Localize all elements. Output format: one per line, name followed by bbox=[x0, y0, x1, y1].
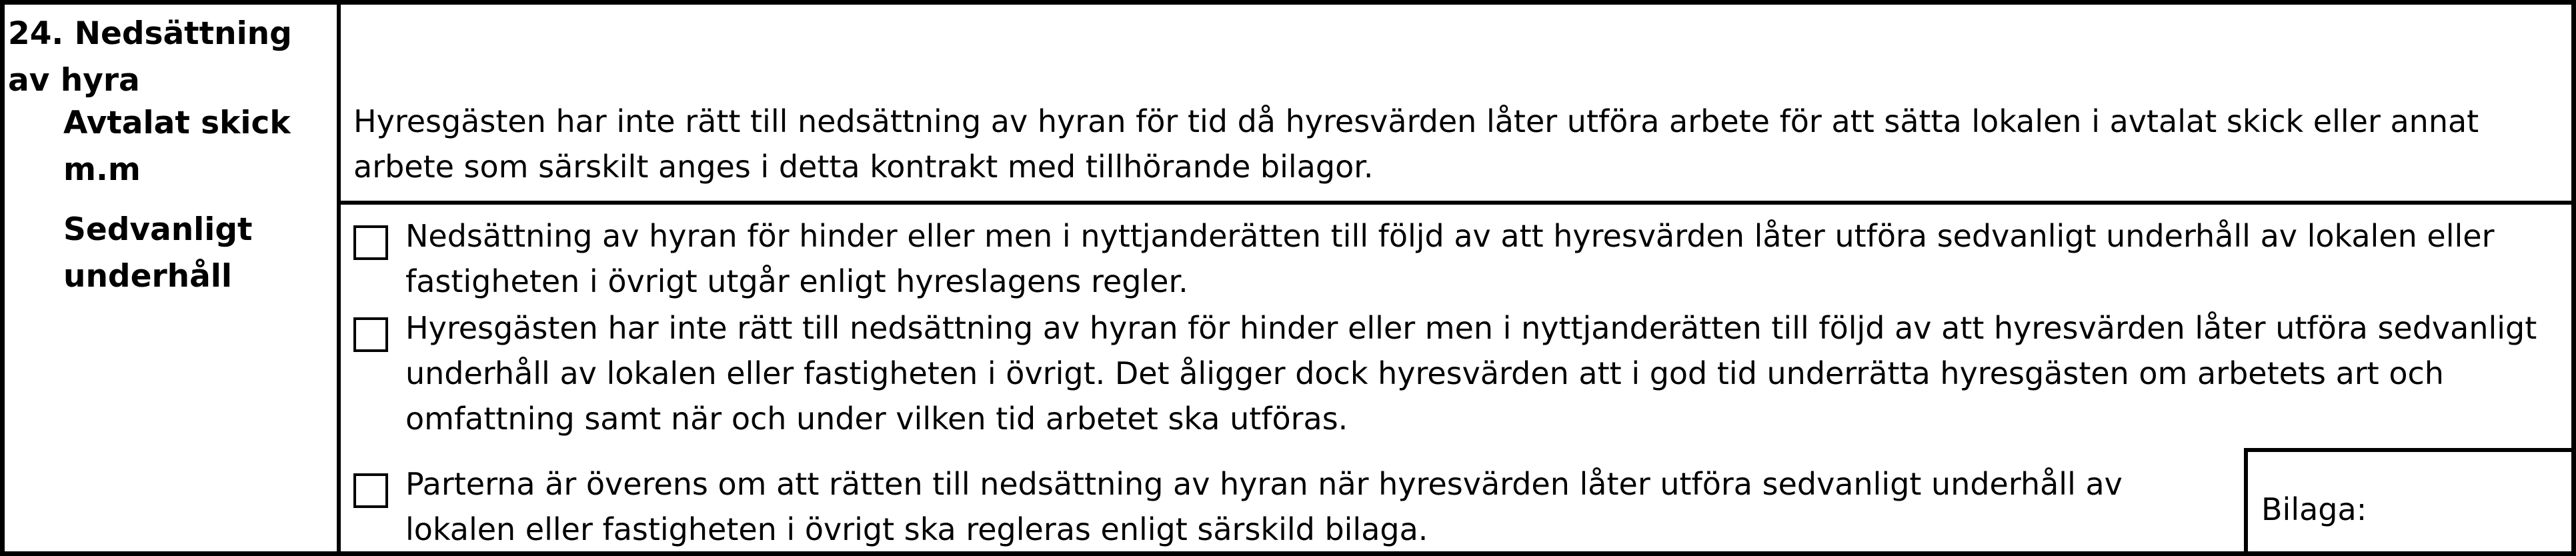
subheading-sedvanligt-underhall: Sedvanligt underhåll bbox=[63, 211, 253, 295]
section-title: 24. Nedsättning av hyra bbox=[8, 15, 292, 99]
column-divider bbox=[337, 0, 341, 556]
option-2-checkbox[interactable] bbox=[353, 317, 388, 352]
option-1-text: Nedsättning av hyran för hinder eller men i nyttjanderätten till följd av att hyresvärden låter utföra sedvanligt underhåll av lokalen eller fastigheten i övrigt utgår enligt hyreslagens regler. bbox=[405, 218, 2495, 299]
bilaga-label: Bilaga: bbox=[2261, 491, 2367, 527]
option-1-checkbox[interactable] bbox=[353, 225, 388, 260]
option-3-checkbox[interactable] bbox=[353, 473, 388, 508]
bilaga-field[interactable] bbox=[2244, 448, 2576, 556]
row-divider bbox=[337, 201, 2576, 205]
avtalat-skick-text: Hyresgästen har inte rätt till nedsättning av hyran för tid då hyresvärden låter utföra arbete för att sätta lokalen i avtalat skick eller annat arbete som särskilt anges i detta kontrakt med tillhörande bilagor. bbox=[353, 103, 2479, 185]
subheading-avtalat-skick: Avtalat skick m.m bbox=[63, 105, 291, 188]
option-3-text: Parterna är överens om att rätten till nedsättning av hyran när hyresvärden låter utföra sedvanligt underhåll av lokalen eller fastigheten i övrigt ska regleras enligt särskild bilaga. bbox=[405, 466, 2123, 547]
option-2-text: Hyresgästen har inte rätt till nedsättning av hyran för hinder eller men i nyttjanderätten till följd av att hyresvärden låter utföra sedvanligt underhåll av lokalen eller fastigheten i övrigt. Det åligger dock hyresvärden att i god tid underrätta hyresgästen om arbetets art och omfattning samt när och under vilken tid arbetet ska utföras. bbox=[405, 310, 2537, 437]
